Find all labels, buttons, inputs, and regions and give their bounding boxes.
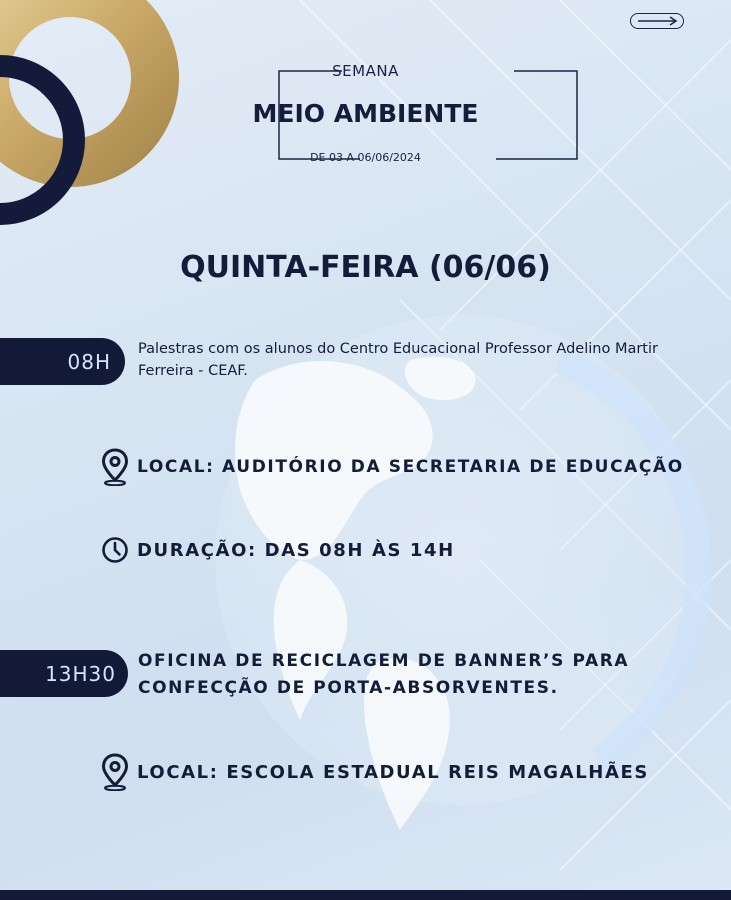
event-title: MEIO AMBIENTE [252, 99, 479, 128]
duration-line [98, 531, 455, 569]
location-text-2: LOCAL: ESCOLA ESTADUAL REIS MAGALHÃES [137, 761, 649, 783]
day-title: QUINTA-FEIRA (06/06) [180, 250, 551, 285]
map-pin-icon [98, 753, 132, 791]
activity-description-1: Palestras com os alunos do Centro Educacional Professor Adelino Martir Ferreira - CEAF. [138, 341, 658, 379]
arrow-right-icon [637, 16, 679, 26]
bottom-bar [0, 890, 731, 900]
location-line-1 [98, 448, 684, 486]
time-badge-08h: 08H [0, 338, 125, 385]
clock-icon [98, 531, 132, 569]
activity-description-2: OFICINA DE RECICLAGEM DE BANNER’S PARA CONFECÇÃO DE PORTA-ABSORVENTES. [138, 651, 630, 698]
location-text-1: LOCAL: AUDITÓRIO DA SECRETARIA DE EDUCAÇÃO [137, 457, 684, 477]
location-line-2 [98, 753, 649, 791]
map-pin-icon [98, 448, 132, 486]
event-overline: SEMANA [332, 62, 399, 80]
time-badge-13h30: 13H30 [0, 650, 128, 697]
event-dates: DE 03 A 06/06/2024 [310, 151, 421, 164]
duration-text: DURAÇÃO: DAS 08H ÀS 14H [137, 539, 455, 561]
next-arrow-button[interactable] [630, 13, 684, 29]
